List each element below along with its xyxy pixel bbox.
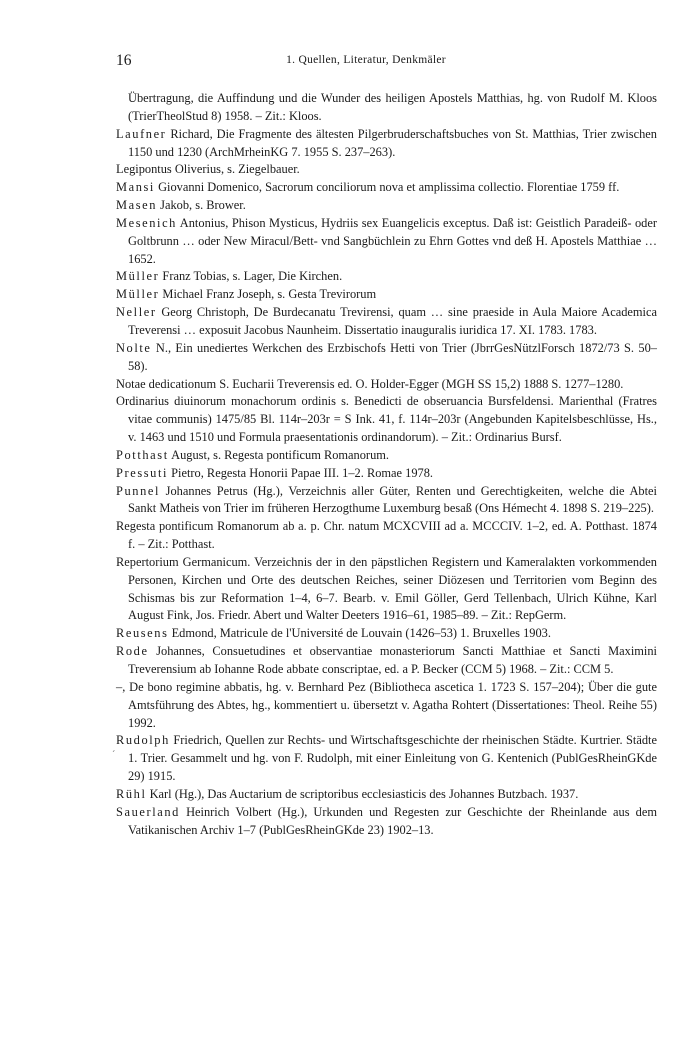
entry-text: Legipontus Oliverius, s. Ziegelbauer. [116, 162, 300, 177]
bibliography-entry [116, 340, 657, 376]
entry-author: Pressuti [116, 465, 169, 480]
page-header [116, 52, 616, 74]
entry-text: August, s. Regesta pontificum Romanorum. [168, 447, 389, 462]
entry-author: Punnel [116, 483, 161, 498]
entry-text: Johannes, Consuetudines et observantiae monasteriorum Sancti Matthiae et Sancti Maximini Treverensium ab Iohanne Rode abbate conscriptae, ed. a P. Becker (CCM 5) 1968. – Zit.: CCM 5. [128, 644, 657, 676]
bibliography-entry [116, 286, 657, 304]
bibliography-entry [116, 376, 657, 394]
entry-author: Potthast [116, 447, 169, 462]
entry-text: Friedrich, Quellen zur Rechts- und Wirtschaftsgeschichte der rheinischen Städte. Kurtrier. Städte 1. Trier. Gesammelt und hg. von F. Rudolph, mit einer Einleitung von G. Kentenich (PublGesRheinGKde 29) 1915. [128, 733, 657, 784]
entry-text: Johannes Petrus (Hg.), Verzeichnis aller Güter, Renten und Gerechtigkeiten, welche die Abtei Sankt Matheis von Trier im früheren Herzogthume Luxemburg besaß (Ons Hémecht 4. 1898 S. 219–225). [128, 483, 657, 516]
entry-author: Müller [116, 287, 160, 302]
bibliography-entry [116, 804, 657, 840]
entry-author: Neller [116, 305, 157, 320]
entry-text: Heinrich Volbert (Hg.), Urkunden und Regesten zur Geschichte der Rheinlande aus dem Vatikanischen Archiv 1–7 (PublGesRheinGKde 23) 1902–13. [128, 804, 657, 837]
entry-author: Nolte [116, 340, 152, 355]
bibliography-entry [116, 126, 657, 162]
bibliography-entry [116, 554, 657, 625]
bibliography-entry [116, 643, 657, 679]
entry-text: Karl (Hg.), Das Auctarium de scriptoribus ecclesiasticis des Johannes Butzbach. 1937. [146, 786, 579, 801]
bibliography-entry [116, 215, 657, 269]
entry-text: Notae dedicationum S. Eucharii Treverensis ed. O. Holder-Egger (MGH SS 15,2) 1888 S. 1277–1280. [116, 376, 624, 391]
entry-text: –, De bono regimine abbatis, hg. v. Bernhard Pez (Bibliotheca ascetica 1. 1723 S. 157–204); Über die gute Amtsführung des Abtes, hg., kommentiert u. übersetzt v. Agatha Rohtert (Dissertationes: Theol. Reihe 55) 1992. [116, 679, 657, 730]
entry-text: Georg Christoph, De Burdecanatu Trevirensi, quam … sine praeside in Aula Maiore Academica Treverensi … exposuit Jacobus Naunheim. Dissertatio inauguralis iuridica 17. XI. 1783. 1783. [128, 305, 657, 337]
entry-text: Edmond, Matricule de l'Université de Louvain (1426–53) 1. Bruxelles 1903. [168, 626, 551, 641]
bibliography-entry [116, 179, 657, 197]
entry-author: Masen [116, 198, 158, 213]
entry-text: Michael Franz Joseph, s. Gesta Trevirorum [159, 287, 377, 302]
entry-author: Rode [116, 644, 149, 659]
entry-text: Repertorium Germanicum. Verzeichnis der in den päpstlichen Registern und Kameralakten vorkommenden Personen, Kirchen und Orte des deutschen Reiches, seiner Diözesen und Territorien vom Beginn des Schismas bis zur Reformation 1–4, 6–7. Bearb. v. Emil Göller, Gerd Tellenbach, Ulrich Kühne, Karl August Fink, Jos. Friedr. Abert und Walter Deeters 1916–61, 1985–89. – Zit.: RepGerm. [116, 554, 657, 623]
running-title: 1. Quellen, Literatur, Denkmäler [286, 54, 446, 66]
bibliography-entry [116, 161, 657, 179]
entry-text: Jakob, s. Brower. [157, 198, 246, 213]
entry-author: Rudolph [116, 733, 170, 748]
bibliography-entry [116, 679, 657, 733]
entry-text: Antonius, Phison Mysticus, Hydriis sex Euangelicis exceptus. Daß ist: Geistlich Paradeiß- oder Goltbrunn … oder New Miracul/Bett- vnd Sangbüchlein zu Ehrn Gottes vnd deß H. Apostels Matthiae … 1652. [128, 215, 657, 266]
bibliography-entry [116, 197, 657, 215]
entry-author: Müller [116, 269, 160, 284]
entry-author: Mesenich [116, 215, 177, 230]
entry-text: Giovanni Domenico, Sacrorum conciliorum nova et amplissima collectio. Florentiae 1759 ff. [154, 180, 620, 195]
entry-text: Übertragung, die Auffindung und die Wunder des heiligen Apostels Matthias, hg. von Rudolf M. Kloos (TrierTheolStud 8) 1958. – Zit.: Kloos. [128, 91, 657, 123]
bibliography-entry [116, 465, 657, 483]
entry-author: Mansi [116, 180, 155, 195]
entry-text: Richard, Die Fragmente des ältesten Pilgerbruderschaftsbuches von St. Matthias, Trier zwischen 1150 und 1230 (ArchMrheinKG 7. 1955 S. 237–263). [128, 126, 657, 159]
margin-mark: ´ [112, 750, 116, 761]
entry-author: Sauerland [116, 804, 180, 819]
entry-text: Ordinarius diuinorum monachorum ordinis s. Benedicti de obseruancia Bursfeldensi. Marienthal (Fratres vitae communis) 1475/85 Bl. 114r–203r = S Ink. 41, f. 114r–203r (Angebunden Kapitelsbeschlüsse, Hs., v. 1463 und 1510 und Formula praesentationis ordinandorum). – Zit.: Ordinarius Bursf. [116, 394, 657, 445]
entry-author: Laufner [116, 126, 167, 141]
bibliography-entry [116, 447, 657, 465]
bibliography-entry [116, 732, 657, 786]
entry-author: Reusens [116, 626, 169, 641]
bibliography-entry [116, 625, 657, 643]
entry-author: Rühl [116, 786, 147, 801]
bibliography-entry [116, 268, 657, 286]
entry-text: Franz Tobias, s. Lager, Die Kirchen. [159, 269, 343, 284]
bibliography-entry [116, 518, 657, 554]
page-number: 16 [116, 52, 132, 69]
bibliography-entry [116, 483, 657, 519]
bibliography-entry [116, 90, 657, 126]
entry-text: Pietro, Regesta Honorii Papae III. 1–2. Romae 1978. [168, 465, 434, 480]
bibliography-entry [116, 393, 657, 447]
bibliography-entry [116, 304, 657, 340]
bibliography-entry [116, 786, 657, 804]
entry-text: N., Ein unediertes Werkchen des Erzbischofs Hetti von Trier (JbrrGesNützlForsch 1872/73 S. 50–58). [128, 340, 657, 373]
bibliography-list [116, 90, 657, 839]
entry-text: Regesta pontificum Romanorum ab a. p. Chr. natum MCXCVIII ad a. MCCCIV. 1–2, ed. A. Potthast. 1874 f. – Zit.: Potthast. [116, 519, 657, 552]
